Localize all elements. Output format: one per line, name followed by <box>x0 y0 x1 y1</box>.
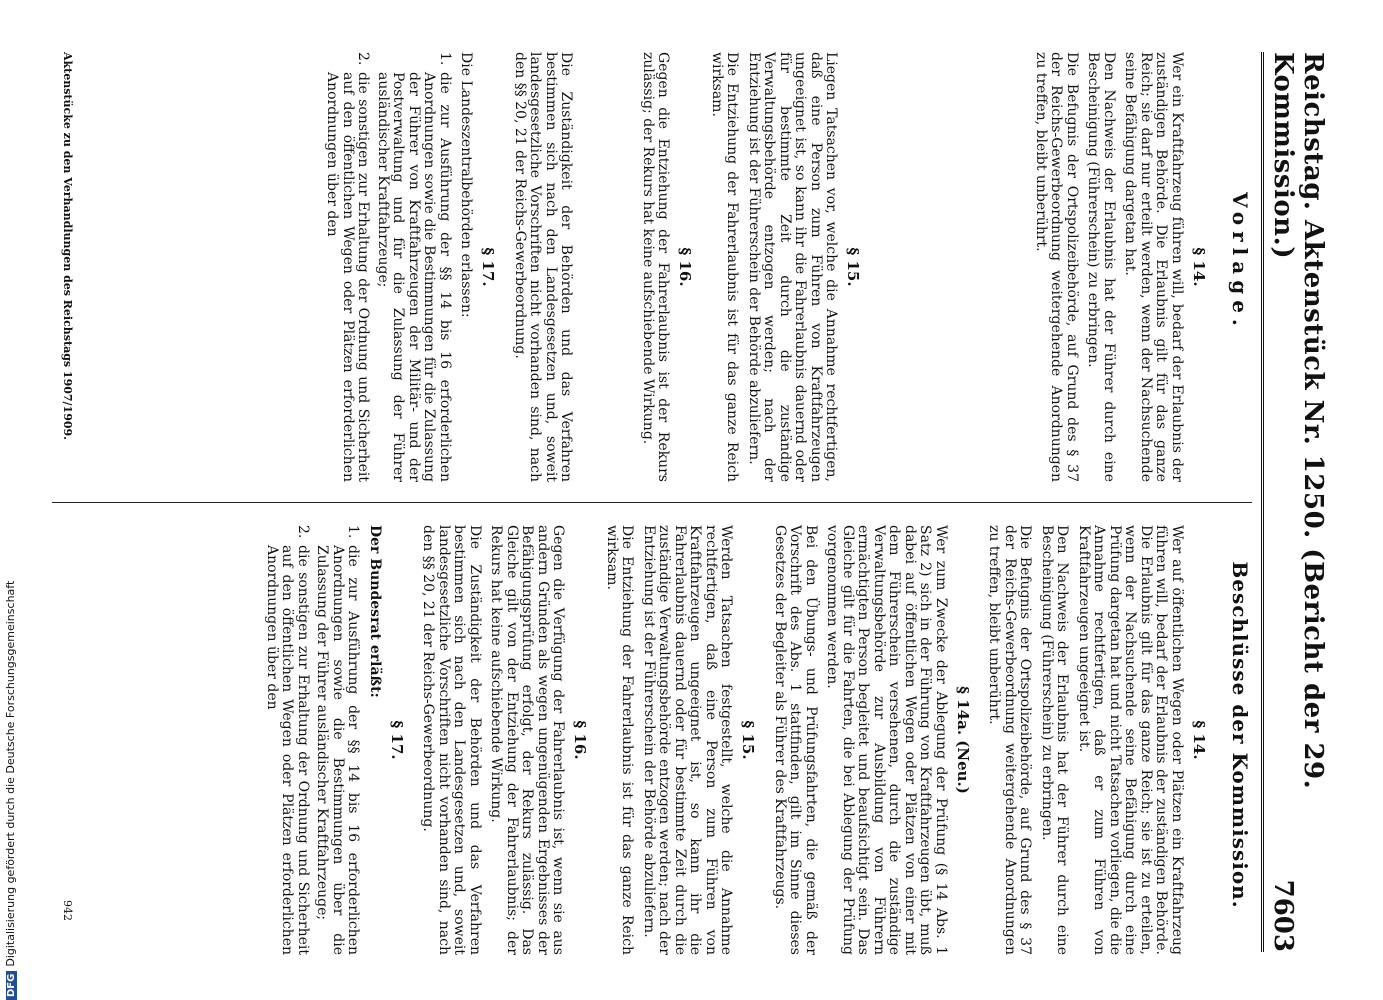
right-s14a-p1: Wer zum Zwecke der Ablegung der Prüfung (§ 14 Abs. 1 Satz 2) sich in der Führung von Kraftfahrzeugen übt, muß dabei auf öffentlichen Wegen oder Plätzen von einer mit dem Führerschein versehenen, durch die zuständige Verwaltungsbehörde zur Ausbildung von Führern ermächtigten Person begleitet und beaufsichtigt sein. Das Gleiche gilt für die Fahrten, die bei Ablegung der Prüfung vorgenommen werden. <box>824 525 949 955</box>
item-number: 1. <box>437 52 453 66</box>
right-s15-p1: Werden Tatsachen festgestellt, welche die Annahme rechtfertigen, daß eine Person zum Führen von Kraftfahrzeugen ungeeignet ist, so kann ihr die Fahrerlaubnis dauernd oder für bestimmte Zeit durch die zuständige Verwaltungsbehörde entzogen werden; nach der Entziehung ist der Führerschein der Behörde abzuliefern. <box>641 525 735 955</box>
dfg-sidebar <box>0 0 22 1000</box>
left-s14-p3: Die Befugnis der Ortspolizeibehörde, auf Grund des § 37 der Reichs-Gewerbeordnung weitergehende Anordnungen zu treffen, bleibt unberührt. <box>1033 52 1080 482</box>
right-s14a-heading: § 14a. (Neu.) <box>954 686 972 794</box>
dfg-credit <box>4 581 17 1000</box>
page-number: 7603 <box>1268 879 1298 952</box>
left-spacer <box>877 52 1027 482</box>
item-text: die zur Ausführung der §§ 14 bis 16 erforderlichen Anordnungen sowie die Bestimmungen für die Zulassung der Führer von Kraftfahrzeugen der Militär- und der Postverwaltung und für die Zulassung der Führer ausländischer Kraftfahrzeuge; <box>375 72 453 482</box>
document-page <box>2 0 1328 1000</box>
item-text: die zur Ausführung der §§ 14 bis 16 erforderlichen Anordnungen sowie die Bestimmungen über die Zulassung der Führer ausländischer Kraftfahrzeuge; <box>314 545 362 955</box>
item-text: die sonstigen zur Erhaltung der Ordnung und Sicherheit auf den öffentlichen Wegen oder Plätzen erforderlichen Anordnungen über den <box>324 72 372 482</box>
left-s17-list <box>324 52 452 482</box>
left-s14-p1: Wer ein Kraftfahrzeug führen will, bedarf der Erlaubnis der zuständigen Behörde. Die Erlaubnis gilt für das ganze Reich; sie darf nur erteilt werden, wenn der Nachsuchende seine Befähigung dargetan hat. <box>1122 52 1185 482</box>
list-item <box>264 525 311 955</box>
right-s17-heading: § 17. <box>388 720 406 760</box>
left-column <box>318 52 1222 482</box>
left-s16-p1: Gegen die Entziehung der Fahrerlaubnis ist der Rekurs zulässig; der Rekurs hat keine aufschiebende Wirkung. <box>640 52 672 482</box>
page-header <box>1261 52 1328 952</box>
left-spacer-2 <box>574 52 634 482</box>
left-s17-intro: Die Landeszentralbehörden erlassen: <box>458 52 475 318</box>
right-s15-heading: § 15. <box>739 720 758 760</box>
item-number: 2. <box>295 525 311 539</box>
footer-source: Aktenstücke zu den Verhandlungen des Reichstags 1907/1909. <box>61 52 74 440</box>
right-s15-p2: Die Entziehung der Fahrerlaubnis ist für das ganze Reich wirksam. <box>604 525 636 955</box>
column-divider <box>52 502 1252 503</box>
list-item <box>375 52 453 482</box>
footer-folio: 942 <box>61 900 74 921</box>
right-s14-p3: Die Befugnis der Ortspolizeibehörde, auf Grund des § 37 der Reichs-Gewerbeordnung weitergehende Anordnungen zu treffen, bleibt unberührt. <box>986 525 1034 955</box>
left-column-title: Vorlage. <box>1228 192 1252 332</box>
item-number: 1. <box>345 525 362 539</box>
left-s16-p2: Die Zuständigkeit der Behörden und das Verfahren bestimmen sich nach den Landesgesetzen und, soweit landesgesetzliche Vorschriften nicht vorhanden sind, nach den §§ 20, 21 der Reichs-Gewerbeordnung. <box>512 52 575 482</box>
dfg-logo-icon: DFG <box>6 971 17 1000</box>
left-s15-p1: Liegen Tatsachen vor, welche die Annahme rechtfertigen, daß eine Person zum Führen von Kraftfahrzeugen ungeeignet ist, so kann ihr die Fahrerlaubnis dauernd oder für bestimmte Zeit durch die zuständige Verwaltungsbehörde entzogen werden; nach der Entziehung ist der Führerschein der Behörde abzuliefern. <box>746 52 840 482</box>
right-s16-p2: Die Zuständigkeit der Behörden und das Verfahren bestimmen sich nach den Landesgesetzen und, soweit landesgesetzliche Vorschriften nicht vorhanden sind, nach den §§ 20, 21 der Reichs-Gewerbeordnung. <box>420 525 483 955</box>
left-s14-p2: Den Nachweis der Erlaubnis hat der Führer durch eine Bescheinigung (Führerschein) zu erbringen. <box>1085 52 1117 482</box>
right-column-title: Beschlüsse der Kommission. <box>1228 561 1252 909</box>
left-s16-heading: § 16. <box>676 247 695 287</box>
right-s14-p2: Den Nachweis der Erlaubnis hat der Führer durch eine Bescheinigung (Führerschein) zu erbringen. <box>1039 525 1071 955</box>
item-text: die sonstigen zur Erhaltung der Ordnung und Sicherheit auf den öffentlichen Wegen oder Plätzen erforderlichen Anordnungen über den <box>264 545 311 955</box>
right-s16-heading: § 16. <box>571 720 590 760</box>
header-title: Reichstag. Aktenstück Nr. 1250. (Bericht der 29. Kommission.) <box>1268 52 1328 790</box>
item-number: 2. <box>355 52 372 66</box>
dfg-credit-text: Digitalisierung gefördert durch die Deutsche Forschungsgemeinschaft <box>4 580 17 967</box>
right-s16-p1: Gegen die Verfügung der Fahrerlaubnis ist, wenn sie aus andern Gründen als wegen ungenügenden Ergebnisses der Befähigungsprüfung erfolgt, der Rekurs zulässig. Das Gleiche gilt von der Entziehung der Fahrerlaubnis; der Rekurs hat keine aufschiebende Wirkung. <box>488 525 567 955</box>
right-s17-intro: Der Bundesrat erläßt: <box>367 525 383 698</box>
left-s15-p2: Die Entziehung der Fahrerlaubnis ist für das ganze Reich wirksam. <box>709 52 741 482</box>
right-column <box>258 525 1223 955</box>
left-s17-heading: § 17. <box>479 247 498 287</box>
left-s15-heading: § 15. <box>844 247 863 287</box>
right-s14-p1: Wer auf öffentlichen Wegen oder Plätzen ein Kraftfahrzeug führen will, bedarf der Erlaubnis der zuständigen Behörde. Die Erlaubnis gilt für das ganze Reich; sie ist zu erteilen, wenn der Nachsuchende seine Befähigung durch eine Prüfung dargetan hat und nicht Tatsachen vorliegen, die die Annahme rechtfertigen, daß er zum Führen von Kraftfahrzeugen ungeeignet ist. <box>1076 525 1185 955</box>
list-item <box>324 52 371 482</box>
right-s14-heading: § 14. <box>1190 720 1208 760</box>
right-s14a-p2: Bei den Übungs- und Prüfungsfahrten, die gemäß der Vorschrift des Abs. 1 stattfinden, gilt im Sinne dieses Gesetzes der Begleiter als Führer des Kraftfahrzeugs. <box>772 525 819 955</box>
list-item <box>314 525 361 955</box>
right-s17-list <box>264 525 361 955</box>
left-s14-heading: § 14. <box>1190 247 1208 287</box>
